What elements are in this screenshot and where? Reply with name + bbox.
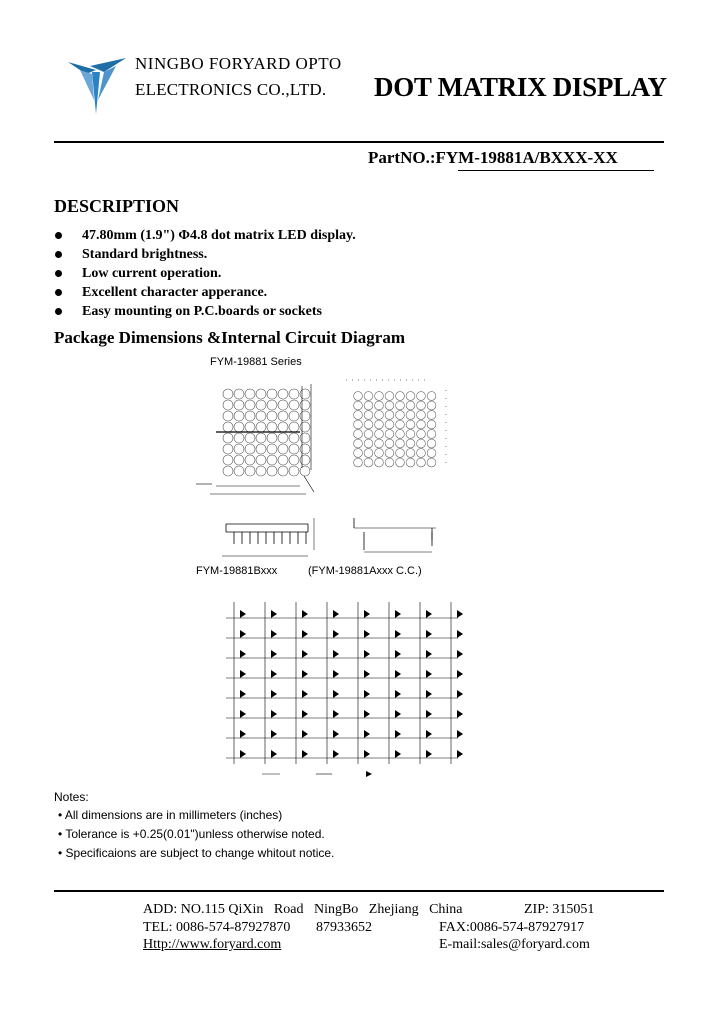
- notes-list: [58, 808, 334, 865]
- led-dot: [256, 444, 266, 454]
- led-dot: [354, 401, 363, 410]
- led-dot: [385, 439, 394, 448]
- diode-icon: [333, 650, 339, 658]
- led-dot: [396, 401, 405, 410]
- led-dot: [223, 433, 233, 443]
- diode-icon: [333, 710, 339, 718]
- diode-icon: [364, 690, 370, 698]
- part-number-underline: [458, 170, 654, 171]
- led-dot: [364, 439, 373, 448]
- list-item: [54, 283, 356, 302]
- led-dot: [267, 411, 277, 421]
- diode-icon: [395, 670, 401, 678]
- diode-icon: [426, 650, 432, 658]
- led-dot: [267, 400, 277, 410]
- bullet-icon: [55, 232, 62, 239]
- diode-icon: [457, 610, 463, 618]
- header-divider: [54, 141, 664, 143]
- led-dot: [396, 439, 405, 448]
- list-item-text: Easy mounting on P.C.boards or sockets: [82, 303, 322, 319]
- led-dot: [375, 439, 384, 448]
- led-dot: [278, 422, 288, 432]
- led-dot: [417, 401, 426, 410]
- list-item: [54, 264, 356, 283]
- footer-divider: [54, 890, 664, 892]
- diode-icon: [395, 610, 401, 618]
- company-name-line1: NINGBO FORYARD OPTO: [135, 54, 342, 73]
- led-dot: [406, 401, 415, 410]
- led-dot: [406, 449, 415, 458]
- package-title: Package Dimensions &Internal Circuit Diagram: [54, 328, 405, 347]
- diode-icon: [271, 610, 277, 618]
- led-dot: [300, 466, 310, 476]
- led-dot: [300, 455, 310, 465]
- diode-icon: [364, 730, 370, 738]
- led-dot: [364, 458, 373, 467]
- led-dot: [396, 411, 405, 420]
- list-item-text: Standard brightness.: [82, 246, 208, 262]
- caption-axxx: (FYM-19881Axxx C.C.): [308, 565, 422, 577]
- led-dot: [245, 411, 255, 421]
- diode-icon: [271, 730, 277, 738]
- led-dot: [267, 466, 277, 476]
- led-dot: [427, 458, 436, 467]
- led-dot: [256, 389, 266, 399]
- led-dot: [427, 420, 436, 429]
- led-dot: [396, 458, 405, 467]
- led-dot: [375, 430, 384, 439]
- note-text: Specificaions are subject to change whitout notice.: [65, 846, 335, 860]
- led-dot: [300, 433, 310, 443]
- led-dot: [223, 466, 233, 476]
- led-dot: [417, 439, 426, 448]
- diode-icon: [240, 710, 246, 718]
- footer-email[interactable]: E-mail:sales@foryard.com: [439, 937, 590, 952]
- bullet-icon: [55, 251, 62, 258]
- list-item: [54, 226, 356, 245]
- diode-icon: [333, 670, 339, 678]
- diode-icon: [364, 630, 370, 638]
- list-item: • Tolerance is +0.25(0.01")unless otherwise noted.: [58, 827, 325, 841]
- led-dot: [375, 420, 384, 429]
- diode-icon: [457, 730, 463, 738]
- led-dot: [354, 430, 363, 439]
- led-dot: [267, 444, 277, 454]
- led-dot: [234, 455, 244, 465]
- diode-icon: [333, 610, 339, 618]
- led-dot: [417, 430, 426, 439]
- diode-icon: [333, 750, 339, 758]
- led-dot: [375, 449, 384, 458]
- led-dot: [427, 411, 436, 420]
- led-dot: [289, 411, 299, 421]
- diode-icon: [426, 690, 432, 698]
- diode-icon: [302, 610, 308, 618]
- diode-icon: [457, 750, 463, 758]
- bullet-icon: [55, 308, 62, 315]
- led-dot: [427, 439, 436, 448]
- part-number: PartNO.:FYM-19881A/BXXX-XX: [368, 148, 618, 167]
- led-dot: [245, 400, 255, 410]
- led-dot: [278, 444, 288, 454]
- diode-icon: [333, 630, 339, 638]
- led-dot: [406, 430, 415, 439]
- led-dot: [406, 439, 415, 448]
- led-dot: [223, 444, 233, 454]
- led-dot: [267, 422, 277, 432]
- led-dot: [385, 449, 394, 458]
- led-dot: [245, 433, 255, 443]
- diode-icon: [364, 610, 370, 618]
- circuit-grid: [226, 602, 463, 764]
- led-dot: [354, 411, 363, 420]
- diode-icon: [457, 710, 463, 718]
- led-dot: [289, 433, 299, 443]
- led-dot: [417, 392, 426, 401]
- series-label: FYM-19881 Series: [210, 356, 302, 368]
- led-dot: [267, 455, 277, 465]
- diode-icon: [333, 730, 339, 738]
- foryard-logo-icon: [66, 56, 130, 116]
- led-dot: [256, 433, 266, 443]
- led-dot: [245, 422, 255, 432]
- led-dot: [289, 422, 299, 432]
- led-dot: [256, 400, 266, 410]
- led-dot: [300, 411, 310, 421]
- led-dot: [256, 466, 266, 476]
- diode-icon: [240, 750, 246, 758]
- led-dot: [256, 422, 266, 432]
- pin-view-drawing: [342, 376, 458, 472]
- diode-icon: [302, 750, 308, 758]
- led-dot: [256, 411, 266, 421]
- notes-title: Notes:: [54, 790, 89, 804]
- led-dot: [223, 389, 233, 399]
- diode-icon: [240, 630, 246, 638]
- led-dot: [234, 433, 244, 443]
- led-dot: [278, 389, 288, 399]
- bullet-icon: [55, 289, 62, 296]
- company-name-line2: ELECTRONICS CO.,LTD.: [135, 80, 327, 99]
- diode-icon: [457, 690, 463, 698]
- led-dot: [223, 400, 233, 410]
- led-dot: [375, 401, 384, 410]
- led-dot: [396, 392, 405, 401]
- footer-address: ADD: NO.115 QiXin Road NingBo Zhejiang China: [143, 902, 463, 917]
- led-dot: [278, 411, 288, 421]
- led-dot: [289, 400, 299, 410]
- led-dot: [289, 466, 299, 476]
- led-dot: [364, 420, 373, 429]
- diode-icon: [395, 690, 401, 698]
- diode-icon: [395, 750, 401, 758]
- led-dot: [223, 411, 233, 421]
- led-dot: [278, 433, 288, 443]
- led-dot: [256, 455, 266, 465]
- diode-icon: [426, 730, 432, 738]
- led-dot: [234, 466, 244, 476]
- led-dot: [385, 411, 394, 420]
- led-dot: [354, 392, 363, 401]
- diode-icon: [426, 610, 432, 618]
- diode-icon: [395, 630, 401, 638]
- diode-icon: [302, 690, 308, 698]
- led-dot: [396, 449, 405, 458]
- led-dot: [234, 444, 244, 454]
- diode-icon: [426, 710, 432, 718]
- list-item: [54, 245, 356, 264]
- led-dot: [417, 458, 426, 467]
- led-dot: [385, 392, 394, 401]
- led-dot: [406, 392, 415, 401]
- diode-icon: [271, 650, 277, 658]
- led-dot: [364, 449, 373, 458]
- internal-circuit-diagram: [196, 592, 472, 784]
- led-dot: [354, 458, 363, 467]
- led-dot: [427, 401, 436, 410]
- led-dot: [234, 422, 244, 432]
- diode-icon: [426, 670, 432, 678]
- led-dot: [300, 389, 310, 399]
- diode-icon: [426, 630, 432, 638]
- led-dot: [396, 420, 405, 429]
- diode-icon: [240, 690, 246, 698]
- led-dot: [245, 455, 255, 465]
- description-list: [54, 226, 356, 321]
- note-text: Tolerance is +0.25(0.01")unless otherwise noted.: [65, 827, 325, 841]
- led-dot: [234, 400, 244, 410]
- caption-bxxx: FYM-19881Bxxx: [196, 565, 278, 577]
- led-dot: [223, 422, 233, 432]
- led-dot: [300, 444, 310, 454]
- led-dot: [267, 389, 277, 399]
- diode-icon: [457, 650, 463, 658]
- led-dot: [385, 430, 394, 439]
- led-dot: [417, 449, 426, 458]
- diode-icon: [457, 630, 463, 638]
- diode-icon: [302, 630, 308, 638]
- led-dot: [354, 439, 363, 448]
- diode-icon: [271, 670, 277, 678]
- led-dot: [278, 466, 288, 476]
- footer-website-link[interactable]: Http://www.foryard.com: [143, 937, 282, 952]
- diode-icon: [333, 690, 339, 698]
- led-dot: [278, 455, 288, 465]
- led-dot: [417, 411, 426, 420]
- led-dot: [300, 400, 310, 410]
- diode-icon: [302, 710, 308, 718]
- led-dot: [375, 392, 384, 401]
- diode-icon: [395, 650, 401, 658]
- led-dot: [278, 400, 288, 410]
- footer-fax: FAX:0086-574-87927917: [439, 920, 585, 935]
- led-dot: [406, 411, 415, 420]
- list-item-text: Low current operation.: [82, 265, 222, 281]
- diode-icon: [302, 730, 308, 738]
- led-dot: [364, 392, 373, 401]
- led-dot: [223, 455, 233, 465]
- footer-tel2: 87933652: [316, 920, 372, 935]
- pin-dot-grid: [354, 392, 436, 467]
- footer-tel: TEL: 0086-574-87927870: [143, 920, 291, 935]
- diode-icon: [395, 730, 401, 738]
- side-pins: [234, 532, 306, 544]
- led-dot: [245, 389, 255, 399]
- diode-icon: [302, 650, 308, 658]
- led-dot: [245, 444, 255, 454]
- footer-zip: ZIP: 315051: [524, 902, 595, 917]
- diode-icon: [457, 670, 463, 678]
- led-dot: [385, 420, 394, 429]
- led-dot: [385, 401, 394, 410]
- led-dot: [364, 430, 373, 439]
- diode-icon: [302, 670, 308, 678]
- led-dot: [396, 430, 405, 439]
- diode-icon: [240, 650, 246, 658]
- list-item-text: 47.80mm (1.9") Φ4.8 dot matrix LED display.: [82, 227, 356, 243]
- led-dot: [406, 420, 415, 429]
- led-dot: [427, 392, 436, 401]
- front-view-drawing: [196, 372, 346, 504]
- diode-icon: [364, 650, 370, 658]
- led-dot: [245, 466, 255, 476]
- led-dot: [289, 389, 299, 399]
- list-item: • All dimensions are in millimeters (inches): [58, 808, 283, 822]
- led-dot: [375, 411, 384, 420]
- diode-icon: [271, 750, 277, 758]
- led-dot: [375, 458, 384, 467]
- diode-icon: [364, 670, 370, 678]
- diode-icon: [240, 610, 246, 618]
- list-item: [54, 302, 356, 321]
- diode-icon: [240, 670, 246, 678]
- led-dot: [417, 420, 426, 429]
- side-view-drawing: [196, 510, 446, 564]
- list-item: • Specificaions are subject to change whitout notice.: [58, 846, 335, 860]
- led-dot: [427, 449, 436, 458]
- diode-icon: [271, 710, 277, 718]
- led-dot: [289, 455, 299, 465]
- bullet-icon: [55, 270, 62, 277]
- note-text: All dimensions are in millimeters (inches): [64, 808, 283, 822]
- led-dot: [364, 411, 373, 420]
- description-title: DESCRIPTION: [54, 196, 180, 216]
- led-dot: [267, 433, 277, 443]
- diode-icon: [271, 690, 277, 698]
- diode-icon: [426, 750, 432, 758]
- led-dot: [364, 401, 373, 410]
- diode-icon: [364, 750, 370, 758]
- led-dot: [234, 411, 244, 421]
- diode-icon: [240, 730, 246, 738]
- document-title: DOT MATRIX DISPLAY: [374, 72, 667, 102]
- led-dot: [354, 449, 363, 458]
- diode-icon: [364, 710, 370, 718]
- led-dot: [300, 422, 310, 432]
- led-dot: [289, 444, 299, 454]
- led-dot: [385, 458, 394, 467]
- led-dot: [427, 430, 436, 439]
- led-dot: [406, 458, 415, 467]
- list-item-text: Excellent character apperance.: [82, 284, 268, 300]
- led-dot: [234, 389, 244, 399]
- led-dot: [354, 420, 363, 429]
- diode-icon: [271, 630, 277, 638]
- diode-icon: [395, 710, 401, 718]
